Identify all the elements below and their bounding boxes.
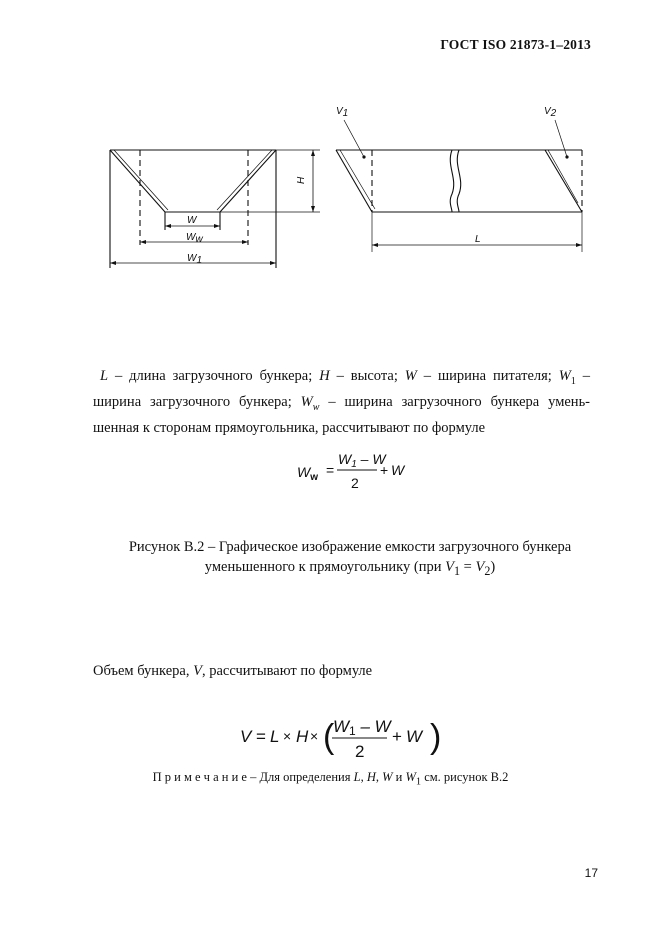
svg-text:V: V — [240, 727, 252, 746]
formula-ww — [0, 452, 661, 492]
page-number: 17 — [584, 866, 598, 880]
v1-leader — [344, 120, 364, 157]
svg-text:(: ( — [323, 718, 335, 756]
note: П р и м е ч а н и е – Для определения L, H, W и $W_1$ см. рисунок В.2 — [152, 770, 509, 788]
label-v1: V1 — [336, 106, 349, 119]
caption-line-2: уменьшенного к прямоугольнику (при $V_1 = V_2$) — [204, 559, 496, 578]
svg-text:2: 2 — [355, 742, 365, 761]
svg-text:×: × — [283, 728, 292, 744]
label-v2: V2 — [544, 106, 557, 119]
right-wall-hatch — [217, 150, 272, 210]
svg-text:W1 – W: W1 – W — [333, 717, 391, 738]
side-hatch-left — [340, 150, 375, 209]
formula-volume — [0, 715, 661, 761]
side-slope-left — [336, 150, 372, 212]
document-header: ГОСТ ISO 21873-1–2013 — [440, 37, 591, 52]
label-h: H — [296, 176, 307, 184]
label-w1: W1 — [187, 253, 203, 266]
break-line-2 — [457, 150, 461, 212]
svg-text:2: 2 — [351, 475, 359, 491]
svg-text:×: × — [310, 728, 319, 744]
label-l: L — [475, 234, 481, 245]
hopper-figure — [0, 0, 661, 300]
svg-text:=: = — [326, 462, 335, 478]
volume-paragraph: Объем бункера, V, рассчитывают по формуле — [93, 663, 373, 679]
break-line-1 — [450, 150, 454, 212]
figure-legend: L – длина загрузочного бункера; H – высота; W – ширина питателя; $W_1$ – ширина загрузочного бункера; $W_w$ – ширина загрузочного бункера умень-шенная к сторонам прямоугольника, рассчитывают по формуле — [93, 368, 591, 436]
left-wall — [110, 150, 165, 212]
label-ww: Ww — [186, 232, 203, 245]
svg-text:W: W — [391, 462, 405, 478]
svg-text:+: + — [380, 462, 389, 478]
svg-text:W: W — [406, 727, 423, 746]
svg-text:Ww: $W_w$ — [297, 464, 318, 483]
note-label: П р и м е ч а н и е — [152, 770, 247, 784]
left-wall-hatch — [114, 150, 168, 210]
side-hatch-right — [548, 150, 578, 203]
svg-text:W1 – W: $W_1$ – W — [338, 452, 386, 470]
svg-text:+: + — [392, 727, 402, 746]
svg-text:L: L — [270, 727, 280, 746]
side-slope-right — [545, 150, 582, 212]
v2-leader — [555, 120, 567, 157]
svg-text:): ) — [430, 718, 442, 756]
label-w: W — [187, 215, 197, 226]
caption-line-1: Рисунок В.2 – Графическое изображение емкости загрузочного бункера — [128, 539, 572, 555]
svg-text:H: H — [296, 727, 309, 746]
figure-caption — [80, 537, 620, 581]
svg-text:=: = — [256, 727, 266, 746]
